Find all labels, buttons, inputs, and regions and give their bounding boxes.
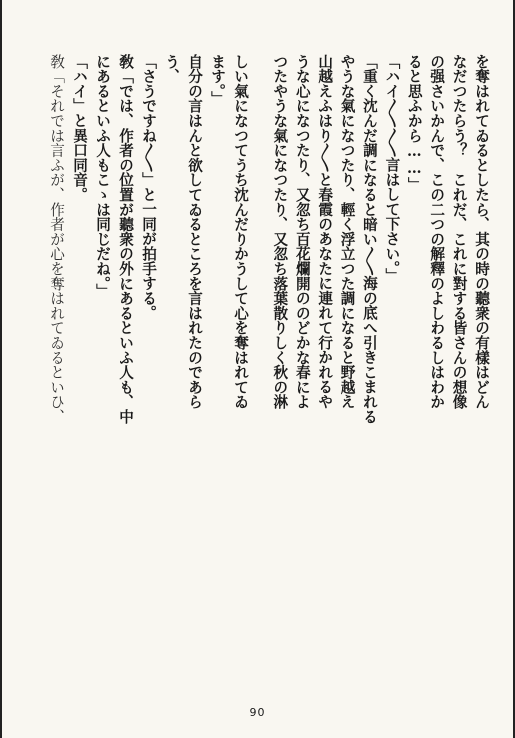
text-column: ると思ふから……」 (405, 54, 423, 192)
text-column: 山越えふはり〳〵と春霞のあなたに連れて行かれるや (316, 54, 334, 409)
text-column: 「ハイ〳〵〳〵言はして下さい。」 (383, 54, 401, 284)
text-column: の强さいかんで、この二つの解釋のよしわるしはわか (428, 54, 446, 410)
right-text-block (268, 54, 492, 664)
text-column: 「さうですね〳〵」と一同が拍手する。 (140, 54, 157, 321)
left-text-block (31, 54, 251, 664)
text-column: やうな氣になつたり、輕く浮立つた調になると野越え (338, 54, 356, 410)
text-column: ます。」 (209, 54, 226, 106)
text-column: うな心になつたり、又忽ち百花爛開ののどかな春によ (293, 54, 311, 410)
text-column: 敎「では、作者の位置が聽衆の外にあるといふ人も、中 (117, 54, 134, 424)
text-column: う、 (163, 54, 180, 84)
text-column: を奪はれてゐるとしたら、其の時の聽衆の有樣はどん (473, 54, 490, 410)
text-column: 「ハイ」と異口同音。 (71, 54, 88, 202)
text-column: 自分の言はんと欲してゐるところを言はれたのであら (186, 54, 203, 410)
text-column: 敎「それでは言ふが、作者が心を奪はれてゐるといひ、 (48, 54, 65, 424)
text-column: にあるといふ人もこゝは同じだね。」 (94, 54, 111, 299)
text-column: しい氣になつてうち沈んだりかうして心を奪はれてゐ (232, 54, 249, 410)
text-column: つたやうな氣になつたり、又忽ち落葉散りしく秋の淋 (271, 54, 289, 410)
page-number: 90 (249, 706, 266, 719)
text-column: なだつたらう？ これだ、これに對する皆さんの想像 (450, 54, 468, 410)
text-column: 「重く沈んだ調になると暗い〳〵海の底へ引きこまれる (360, 54, 378, 424)
